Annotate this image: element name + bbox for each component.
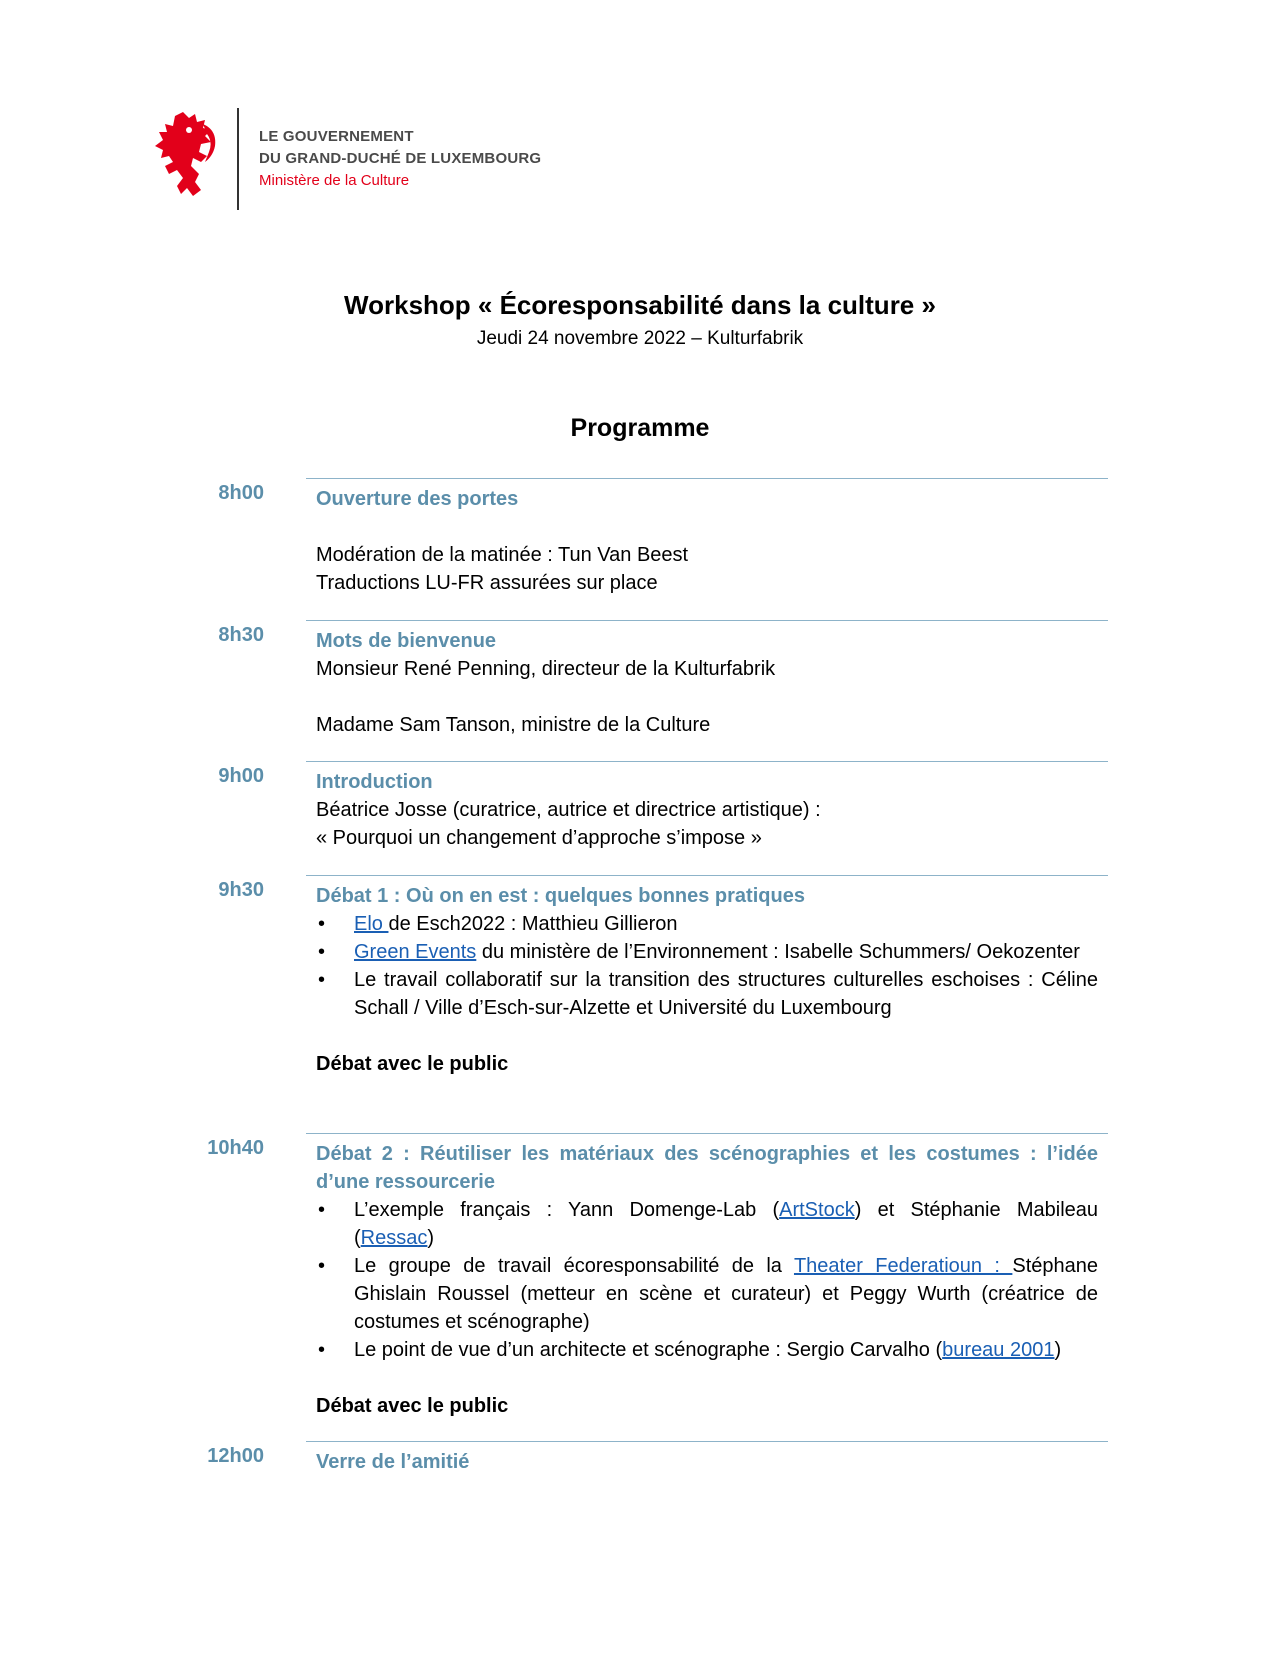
schedule-line: Monsieur René Penning, directeur de la Kulturfabrik [316,658,776,680]
artstock-link[interactable]: ArtStock [779,1199,855,1221]
list-item [316,1336,1098,1364]
list-item-text: ) [427,1227,435,1249]
schedule-heading: Débat 1 : Où on en est : quelques bonnes pratiques [316,885,805,907]
government-name [259,126,541,192]
schedule-heading: Introduction [316,771,433,793]
list-item [316,1252,1098,1336]
schedule-time: 10h40 [207,1137,264,1159]
bureau-2001-link[interactable]: bureau 2001 [942,1339,1055,1361]
schedule-time: 8h00 [218,482,264,504]
schedule-content [306,1133,1108,1420]
list-item-text: L’exemple français : Yann Domenge-Lab ( [354,1199,780,1221]
schedule-line: Traductions LU-FR assurées sur place [316,572,658,594]
list-item [316,910,1098,938]
public-debate-label: Débat avec le public [316,1395,509,1417]
schedule-time: 8h30 [218,624,264,646]
list-item [316,1196,1098,1252]
ministry-name: Ministère de la Culture [259,172,410,189]
list-item-text: Le groupe de travail écoresponsabilité de la [354,1255,794,1277]
document-subtitle: Jeudi 24 novembre 2022 – Kulturfabrik [476,328,804,349]
logo-divider [237,108,239,210]
theater-federatioun-link[interactable]: Theater Federatioun : [793,1255,1013,1277]
schedule-time: 9h00 [218,765,264,787]
list-item-text: du ministère de l’Environnement : Isabelle Schummers/ Oekozenter [476,941,1080,963]
elo-link[interactable]: Elo [354,913,389,935]
list-item-text: ) [1054,1339,1062,1361]
list-item-text: Stéphane Ghislain Roussel (metteur en scène et curateur) et Peggy Wurth (créatrice de costumes et scénographe) [354,1255,1099,1333]
programme-heading: Programme [570,414,710,442]
list-item [316,938,1098,966]
schedule-time: 9h30 [218,879,264,901]
list-item [316,966,1098,1022]
schedule-content [306,875,1108,1078]
list-item-text: Le point de vue d’un architecte et scénographe : Sergio Carvalho ( [354,1339,943,1361]
schedule-content [306,620,1108,739]
green-events-link[interactable]: Green Events [354,941,477,963]
ressac-link[interactable]: Ressac [360,1227,428,1249]
list-item-text: ) et Stéphanie Mabileau ( [354,1199,1099,1249]
schedule-content [306,1441,1108,1476]
government-line-1: LE GOUVERNEMENT [259,128,414,145]
schedule-heading: Ouverture des portes [316,488,519,510]
list-item-text: Le travail collaboratif sur la transition des structures culturelles eschoises : Céline Schall / Ville d’Esch-sur-Alzette et Université du Luxembourg [354,969,1098,1019]
government-logo [155,108,615,208]
schedule-heading: Verre de l’amitié [316,1451,470,1473]
document-title: Workshop « Écoresponsabilité dans la culture » [344,290,936,320]
schedule-line: Modération de la matinée : Tun Van Beest [316,544,689,566]
schedule-line: Béatrice Josse (curatrice, autrice et directrice artistique) : [316,799,821,821]
bullet-list [316,910,1098,1022]
schedule-time: 12h00 [207,1445,264,1467]
schedule-content [306,761,1108,852]
public-debate-label: Débat avec le public [316,1053,509,1075]
schedule-line: Madame Sam Tanson, ministre de la Culture [316,714,711,736]
schedule-line: « Pourquoi un changement d’approche s’impose » [316,827,762,849]
list-item-text: de Esch2022 : Matthieu Gillieron [388,913,678,935]
bullet-list [316,1196,1098,1364]
government-line-2: DU GRAND-DUCHÉ DE LUXEMBOURG [259,150,542,167]
red-lion-icon [155,112,221,196]
schedule-content [306,478,1108,597]
schedule-heading: Débat 2 : Réutiliser les matériaux des scénographies et les costumes : l’idée d’une ressourcerie [316,1143,1098,1193]
schedule-heading: Mots de bienvenue [316,630,497,652]
